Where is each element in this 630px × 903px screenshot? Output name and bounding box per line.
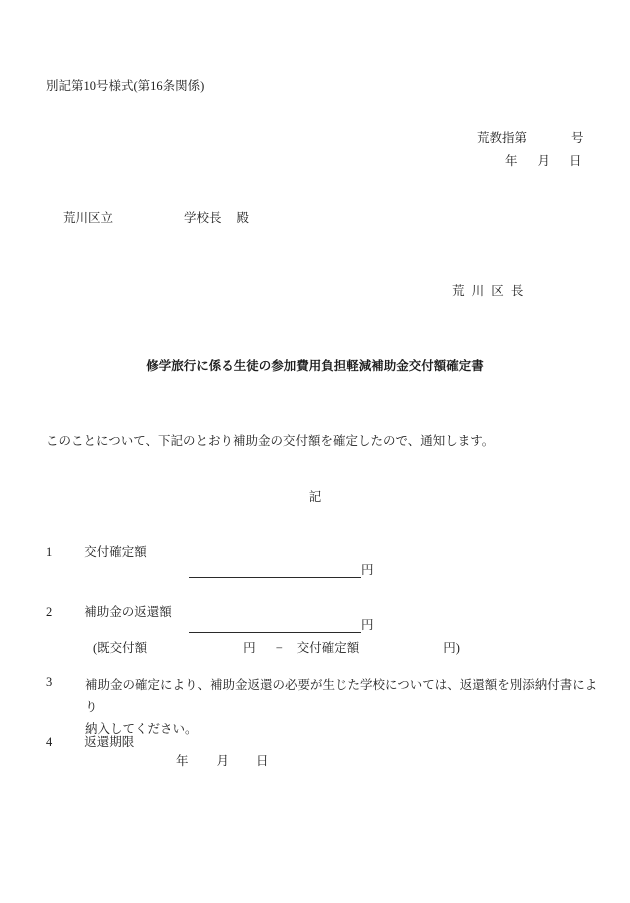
item-4-label: 返還期限 [84,735,135,749]
item-2-label: 補助金の返還額 [84,605,172,619]
item-4-row [46,734,134,750]
item-3-number: 3 [46,675,53,689]
document-number-line [477,130,584,146]
item-1-label: 交付確定額 [84,545,147,559]
issue-day-label: 日 [569,154,582,168]
item-2-amount-unit: 円 [361,618,374,632]
item-2-amount-line [189,617,374,633]
breakdown-open-label: (既交付額 [93,641,148,655]
item-3-text-line-2: 納入してください。 [85,722,198,736]
addressee-district: 荒川区立 [63,211,114,225]
issue-date-line [505,153,582,169]
item-3-text-line-1: 補助金の確定により、補助金返還の必要が生じた学校については、返還額を別添納付書により [85,678,598,714]
breakdown-unit-1: 円 [243,641,256,655]
addressee-honorific: 殿 [236,211,250,225]
item-1-amount-unit: 円 [361,563,374,577]
document-number-prefix: 荒教指第 [477,131,528,145]
breakdown-close-unit: 円) [443,641,460,655]
item-1-number: 1 [46,545,53,559]
item-1-amount-line [189,562,374,578]
item-4-number: 4 [46,735,53,749]
deadline-day-label: 日 [256,754,269,768]
record-marker: 記 [308,490,322,504]
body-text: このことについて、下記のとおり補助金の交付額を確定したので、通知します。 [46,434,495,448]
item-3-text [85,674,605,740]
issue-month-label: 月 [537,154,551,168]
breakdown-label-2: 交付確定額 [296,641,360,655]
document-number-suffix: 号 [571,131,584,145]
sender-name: 荒 川 区 長 [452,284,524,298]
item-2-row [46,604,172,620]
item-1-row [46,544,147,560]
deadline-month-label: 月 [216,754,230,768]
deadline-year-label: 年 [176,754,189,768]
item-2-breakdown-line [93,640,460,656]
form-number: 別記第10号様式(第16条関係) [46,79,205,93]
item-2-amount-blank [189,618,361,633]
item-1-amount-blank [189,563,361,578]
issue-year-label: 年 [505,154,518,168]
breakdown-minus-sign: − [275,641,283,655]
item-4-date-line [176,753,269,769]
addressee-line [63,210,249,226]
item-2-number: 2 [46,605,53,619]
addressee-school-label: 学校長 [184,211,222,225]
document-title: 修学旅行に係る生徒の参加費用負担軽減補助金交付額確定書 [146,359,484,373]
item-3-row [46,674,605,740]
